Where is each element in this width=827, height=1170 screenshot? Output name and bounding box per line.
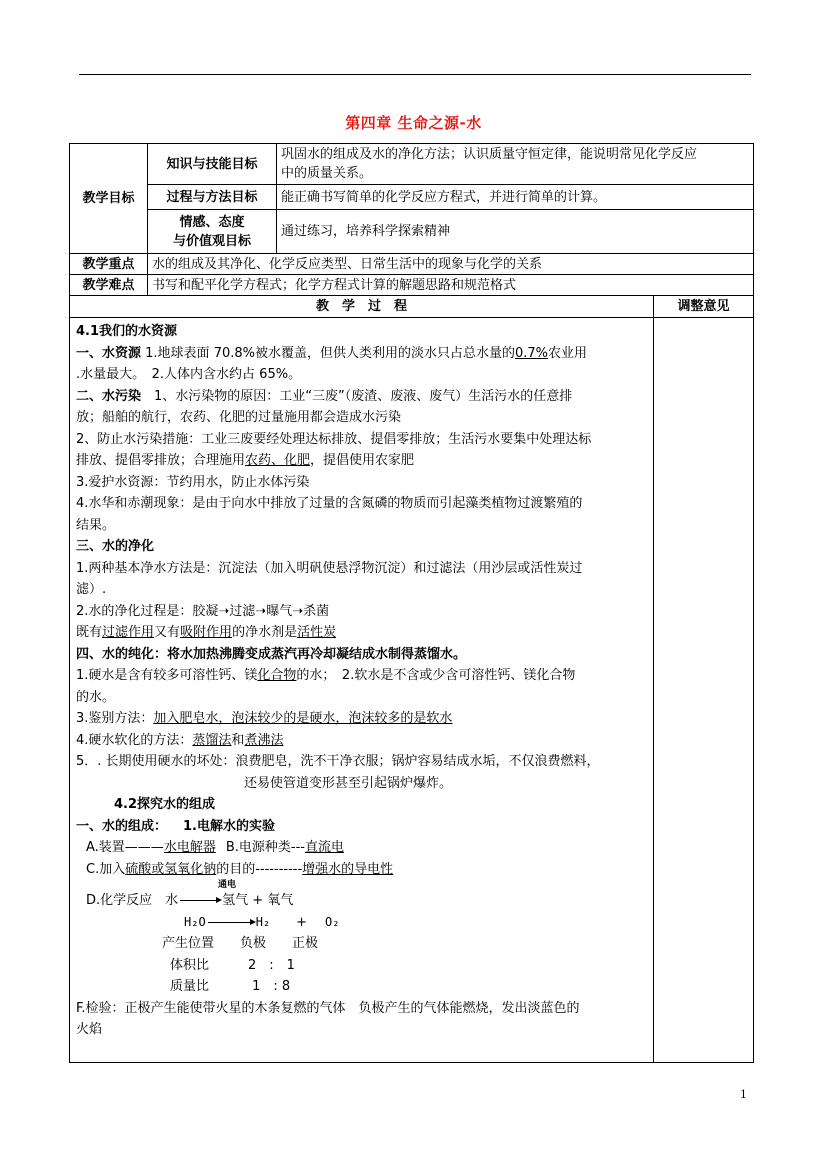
line-harm: 5．. 长期使用硬水的坏处：浪费肥皂，洗不干净衣服；锅炉容易结成水垢，不仅浪费燃料， — [76, 754, 600, 769]
page-number: 1 — [740, 1088, 747, 1101]
adjust-header: 调整意见 — [654, 296, 754, 318]
line-harm-2: 还易使管道变形甚至引起锅炉爆炸。 — [244, 775, 453, 791]
line-device: A.装置———水电解器 B.电源种类---直流电 — [86, 840, 344, 855]
chapter-title: 第四章 生命之源-水 — [345, 114, 482, 132]
line-prevent: 2、防止水污染措施：工业三废要经处理达标排放、提倡零排放；生活污水要集中处理达标 — [76, 431, 592, 447]
line-carbon: 既有过滤作用又有吸附作用的净水剂是活性炭 — [76, 625, 337, 640]
condition-label: 通电 — [218, 880, 237, 890]
line-methods: 1.两种基本净水方法是：沉淀法（加入明矾使悬浮物沉淀）和过滤法（用沙层或活性炭过 — [76, 560, 583, 576]
reaction-arrow — [180, 900, 220, 901]
goals-label: 教学目标 — [70, 144, 148, 254]
line-water-body: .水量最大。 2.人体内含水约占 65%。 — [76, 367, 302, 382]
line-algae: 4.水华和赤潮现象：是由于向水中排放了过量的含氮磷的物质而引起藻类植物过渡繁殖的 — [76, 496, 583, 511]
formula-arrow — [208, 922, 254, 923]
line-prevent-2: 排放、提倡零排放；合理施用农药、化肥，提倡使用农家肥 — [76, 453, 415, 468]
adjust-notes — [654, 318, 754, 1063]
process-header: 教 学 过 程 — [70, 296, 654, 318]
line-pollution-2: 放；船舶的航行，农药、化肥的过量施用都会造成水污染 — [76, 410, 402, 425]
goal-emotion-label: 情感、态度 与价值观目标 — [148, 210, 277, 254]
line-additive: C.加入硫酸或氢氧化钠的目的----------增强水的导电性 — [86, 861, 394, 877]
line-process: 2.水的净化过程是：胶凝➝过滤➝曝气➝杀菌 — [76, 603, 330, 619]
goal-emotion-text: 通过练习，培养科学探索精神 — [277, 210, 754, 254]
focus-text: 水的组成及其净化、化学反应类型、日常生活中的现象与化学的关系 — [148, 254, 754, 275]
process-content — [70, 318, 654, 1063]
line-algae-2: 结果。 — [76, 517, 116, 533]
line-pollution: 二、水污染 1、水污染物的原因：工业“三废”（废渣、废液、废气）生活污水的任意排 — [76, 388, 573, 404]
line-test-2: 火焰 — [76, 1022, 103, 1037]
goal-knowledge-label: 知识与技能目标 — [148, 144, 277, 185]
heading-purification: 三、水的净化 — [76, 539, 155, 554]
line-soften: 4.硬水软化的方法：蒸馏法和煮沸法 — [76, 732, 284, 748]
section-4-1: 4.1我们的水资源 — [76, 324, 178, 339]
goal-process-text: 能正确书写简单的化学反应方程式，并进行简单的计算。 — [277, 185, 754, 210]
line-test: F.检验：正极产生能使带火星的木条复燃的气体 负极产生的气体能燃烧，发出淡蓝色的 — [76, 1000, 580, 1016]
lesson-table — [69, 143, 754, 1063]
line-hard-water-2: 的水。 — [76, 689, 116, 705]
line-mass: 质量比 1 : 8 — [170, 979, 291, 994]
line-water-resource: 一、水资源 1.地球表面 70.8%被水覆盖，但供人类利用的淡水只占总水量的0.7%农业用 — [76, 345, 588, 361]
line-protect: 3.爱护水资源：节约用水，防止水体污染 — [76, 474, 310, 490]
difficulty-text: 书写和配平化学方程式；化学方程式计算的解题思路和规范格式 — [148, 275, 754, 296]
focus-label: 教学重点 — [70, 254, 148, 275]
difficulty-label: 教学难点 — [70, 275, 148, 296]
line-reaction: D.化学反应 水 氢气 + 氧气 — [86, 893, 294, 908]
line-formula: H₂O H₂ + O₂ — [184, 914, 340, 930]
line-methods-2: 滤）. — [76, 582, 107, 597]
line-position: 产生位置 负极 正极 — [162, 936, 319, 951]
line-hard-water: 1.硬水是含有较多可溶性钙、镁化合物的水； 2.软水是不含或少含可溶性钙、镁化合物 — [76, 668, 576, 683]
section-4-2: 4.2探究水的组成 — [114, 797, 216, 812]
line-composition: 一、水的组成： 1.电解水的实验 — [76, 818, 275, 834]
line-volume: 体积比 2 : 1 — [170, 957, 295, 973]
goal-knowledge-text: 巩固水的组成及水的净化方法；认识质量守恒定律，能说明常见化学反应 中的质量关系。 — [277, 144, 754, 185]
heading-distillation: 四、水的纯化：将水加热沸腾变成蒸汽再冷却凝结成水制得蒸馏水。 — [76, 646, 467, 662]
goal-process-label: 过程与方法目标 — [148, 185, 277, 210]
header-rule — [79, 74, 751, 75]
line-identify: 3.鉴别方法：加入肥皂水，泡沫较少的是硬水，泡沫较多的是软水 — [76, 711, 453, 726]
